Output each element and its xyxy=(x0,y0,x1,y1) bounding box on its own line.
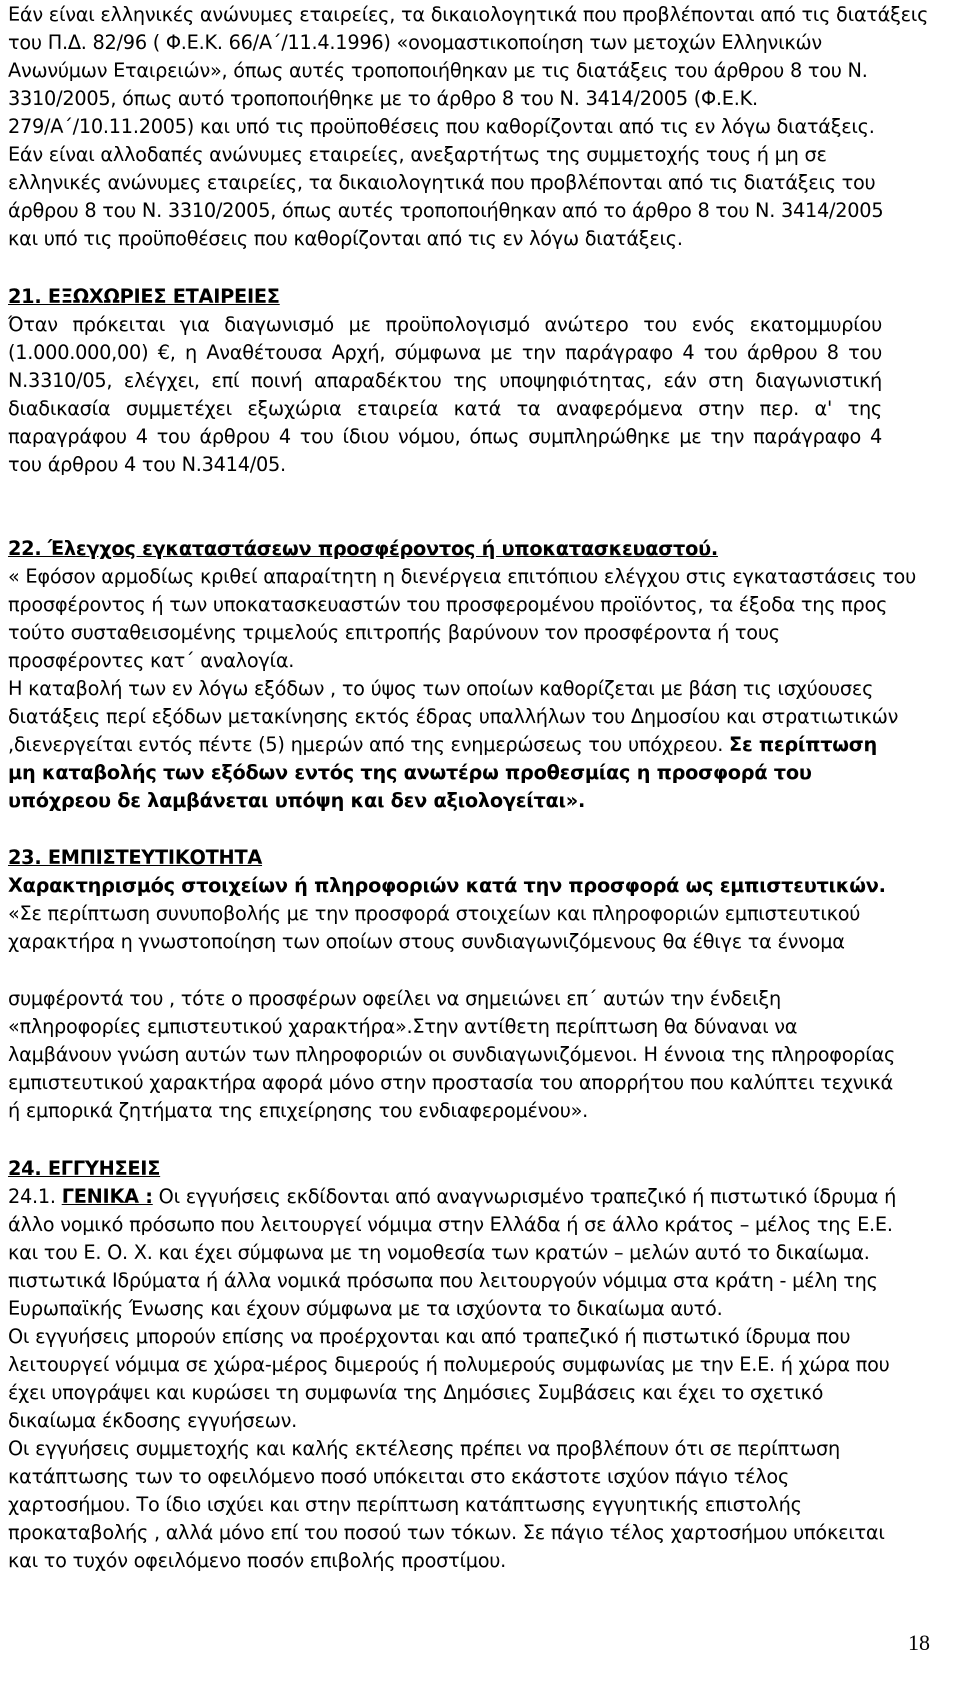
section-23-line-6: εμπιστευτικού χαρακτήρα αφορά μόνο στην προστασία του απορρήτου που καλύπτει τεχνικά xyxy=(8,1071,894,1094)
section-23-heading: 23. ΕΜΠΙΣΤΕΥΤΙΚΟΤΗΤΑ xyxy=(8,846,263,869)
section-24-line-14: και το τυχόν οφειλόμενο ποσόν επιβολής προστίμου. xyxy=(8,1549,507,1572)
section-22-line-4: προσφέροντες κατ΄ αναλογία. xyxy=(8,649,295,672)
intro-line-4: 3310/2005, όπως αυτό τροποποιήθηκε με το άρθρο 8 του Ν. 3414/2005 (Φ.Ε.Κ. xyxy=(8,87,758,110)
section-24-line-6: Οι εγγυήσεις μπορούν επίσης να προέρχονται και από τραπεζικό ή πιστωτικό ίδρυμα που xyxy=(8,1325,851,1348)
section-21-line-5: παραγράφου 4 του άρθρου 4 του ίδιου νόμου, όπως συμπληρώθηκε με την παράγραφο 4 xyxy=(8,425,882,448)
section-22-line-2: προσφέροντος ή των υποκατασκευαστών του προσφερομένου προϊόντος, τα έξοδα της προς xyxy=(8,593,888,616)
section-21-line-1: Όταν πρόκειται για διαγωνισμό με προϋπολογισμό ανώτερο του ενός εκατομμυρίου xyxy=(8,313,882,336)
section-24-number: 24.1. xyxy=(8,1185,62,1208)
intro-line-9: και υπό τις προϋποθέσεις που καθορίζονται από τις εν λόγω διατάξεις. xyxy=(8,227,683,250)
intro-line-6: Εάν είναι αλλοδαπές ανώνυμες εταιρείες, ανεξαρτήτως της συμμετοχής τους ή μη σε xyxy=(8,143,827,166)
section-24-line-4: πιστωτικά Ιδρύματα ή άλλα νομικά πρόσωπα που λειτουργούν νόμιμα στα κράτη - μέλη της xyxy=(8,1269,878,1292)
intro-line-3: Ανωνύμων Εταιρειών», όπως αυτές τροποποιήθηκαν με τις διατάξεις του άρθρου 8 του Ν. xyxy=(8,59,868,82)
intro-line-5: 279/Α΄/10.11.2005) και υπό τις προϋποθέσεις που καθορίζονται από τις εν λόγω διατάξεις. xyxy=(8,115,875,138)
section-24-line-5: Ευρωπαϊκής Ένωσης και έχουν σύμφωνα με τα ισχύοντα το δικαίωμα αυτό. xyxy=(8,1297,723,1320)
section-22-line-5: Η καταβολή των εν λόγω εξόδων , το ύψος των οποίων καθορίζεται με βάση τις ισχύουσες xyxy=(8,677,874,700)
section-22-line-6: διατάξεις περί εξόδων μετακίνησης εκτός έδρας υπαλλήλων του Δημοσίου και στρατιωτικών xyxy=(8,705,899,728)
section-23-subheading: Χαρακτηρισμός στοιχείων ή πληροφοριών κατά την προσφορά ως εμπιστευτικών. xyxy=(8,874,886,897)
section-21-line-4: διαδικασία συμμετέχει εξωχώρια εταιρεία κατά τα αναφερόμενα στην περ. α' της xyxy=(8,397,882,420)
section-23-line-7: ή εμπορικά ζητήματα της επιχείρησης του ενδιαφερομένου». xyxy=(8,1099,589,1122)
section-22-line-7-bold: Σε περίπτωση xyxy=(729,733,878,756)
intro-line-1: Εάν είναι ελληνικές ανώνυμες εταιρείες, τα δικαιολογητικά που προβλέπονται από τις διατάξεις xyxy=(8,3,929,26)
section-24-line-13: προκαταβολής , αλλά μόνο επί του ποσού των τόκων. Σε πάγιο τέλος χαρτοσήμου υπόκειται xyxy=(8,1521,885,1544)
intro-line-2: του Π.Δ. 82/96 ( Φ.Ε.Κ. 66/Α΄/11.4.1996) «ονομαστικοποίηση των μετοχών Ελληνικών xyxy=(8,31,822,54)
section-21-heading: 21. ΕΞΩΧΩΡΙΕΣ ΕΤΑΙΡΕΙΕΣ xyxy=(8,285,280,308)
intro-line-8: άρθρου 8 του Ν. 3310/2005, όπως αυτές τροποποιήθηκαν από το άρθρο 8 του Ν. 3414/2005 xyxy=(8,199,884,222)
section-22-line-7-text: ,διενεργείται εντός πέντε (5) ημερών από της ενημερώσεως του υπόχρεου. xyxy=(8,733,730,756)
section-24-line-2: άλλο νομικό πρόσωπο που λειτουργεί νόμιμα στην Ελλάδα ή σε άλλο κράτος – μέλος της Ε.Ε. xyxy=(8,1213,893,1236)
section-22-heading xyxy=(8,535,718,563)
section-24-line-7: λειτουργεί νόμιμα σε χώρα-μέρος διμερούς ή πολυμερούς συμφωνίας με την Ε.Ε. ή χώρα που xyxy=(8,1353,890,1376)
section-24-general-label: ΓΕΝΙΚΑ : xyxy=(61,1185,153,1208)
section-21-line-3: Ν.3310/05, ελέγχει, επί ποινή απαραδέκτου της υποψηφιότητας, εάν στη διαγωνιστική xyxy=(8,369,882,392)
section-24-line-8: έχει υπογράψει και κυρώσει τη συμφωνία της Δημόσιες Συμβάσεις και έχει το σχετικό xyxy=(8,1381,824,1404)
intro-line-7: ελληνικές ανώνυμες εταιρείες, τα δικαιολογητικά που προβλέπονται από τις διατάξεις του xyxy=(8,171,876,194)
section-24-line-12: χαρτοσήμου. Το ίδιο ισχύει και στην περίπτωση κατάπτωσης εγγυητικής επιστολής xyxy=(8,1493,802,1516)
section-22-line-3: τούτο συσταθεισομένης τριμελούς επιτροπής βαρύνουν τον προσφέροντα ή τους xyxy=(8,621,780,644)
section-24-line-11: κατάπτωσης των το οφειλόμενο ποσό υπόκειται στο εκάστοτε ισχύον πάγιο τέλος xyxy=(8,1465,790,1488)
section-22-heading-text: 22. Έλεγχος εγκαταστάσεων προσφέροντος ή υποκατασκευαστού. xyxy=(8,537,718,560)
section-24-heading: 24. ΕΓΓΥΗΣΕΙΣ xyxy=(8,1157,161,1180)
section-21-line-6: του άρθρου 4 του Ν.3414/05. xyxy=(8,453,286,476)
section-23-line-2: χαρακτήρα η γνωστοποίηση των οποίων στους συνδιαγωνιζόμενους θα έθιγε τα έννομα xyxy=(8,930,845,953)
section-22-line-8: μη καταβολής των εξόδων εντός της ανωτέρω προθεσμίας η προσφορά του xyxy=(8,761,812,784)
section-21-line-2: (1.000.000,00) €, η Αναθέτουσα Αρχή, σύμφωνα με την παράγραφο 4 του άρθρου 8 του xyxy=(8,341,882,364)
section-24-line-10: Οι εγγυήσεις συμμετοχής και καλής εκτέλεσης πρέπει να προβλέπουν ότι σε περίπτωση xyxy=(8,1437,840,1460)
page-number: 18 xyxy=(908,1630,930,1655)
section-24-line-1-text: Οι εγγυήσεις εκδίδονται από αναγνωρισμένο τραπεζικό ή πιστωτικό ίδρυμα ή xyxy=(152,1185,897,1208)
section-23-line-1: «Σε περίπτωση συνυποβολής με την προσφορά στοιχείων και πληροφοριών εμπιστευτικού xyxy=(8,902,861,925)
section-24-line-1 xyxy=(8,1183,896,1211)
section-22-line-9: υπόχρεου δε λαμβάνεται υπόψη και δεν αξιολογείται». xyxy=(8,789,586,812)
section-23-line-5: λαμβάνουν γνώση αυτών των πληροφοριών οι συνδιαγωνιζόμενοι. Η έννοια της πληροφορίας xyxy=(8,1043,896,1066)
section-23-line-3: συμφέροντά του , τότε ο προσφέρων οφείλει να σημειώνει επ΄ αυτών την ένδειξη xyxy=(8,987,781,1010)
section-24-line-3: και του Ε. Ο. Χ. και έχει σύμφωνα με τη νομοθεσία των κρατών – μελών αυτό το δικαίωμα. xyxy=(8,1241,870,1264)
section-23-line-4: «πληροφορίες εμπιστευτικού χαρακτήρα».Στην αντίθετη περίπτωση θα δύναναι να xyxy=(8,1015,798,1038)
section-22-line-7 xyxy=(8,731,877,759)
section-22-line-1: « Εφόσον αρμοδίως κριθεί απαραίτητη η διενέργεια επιτόπιου ελέγχου στις εγκαταστάσεις του xyxy=(8,565,917,588)
section-24-line-9: δικαίωμα έκδοσης εγγυήσεων. xyxy=(8,1409,297,1432)
